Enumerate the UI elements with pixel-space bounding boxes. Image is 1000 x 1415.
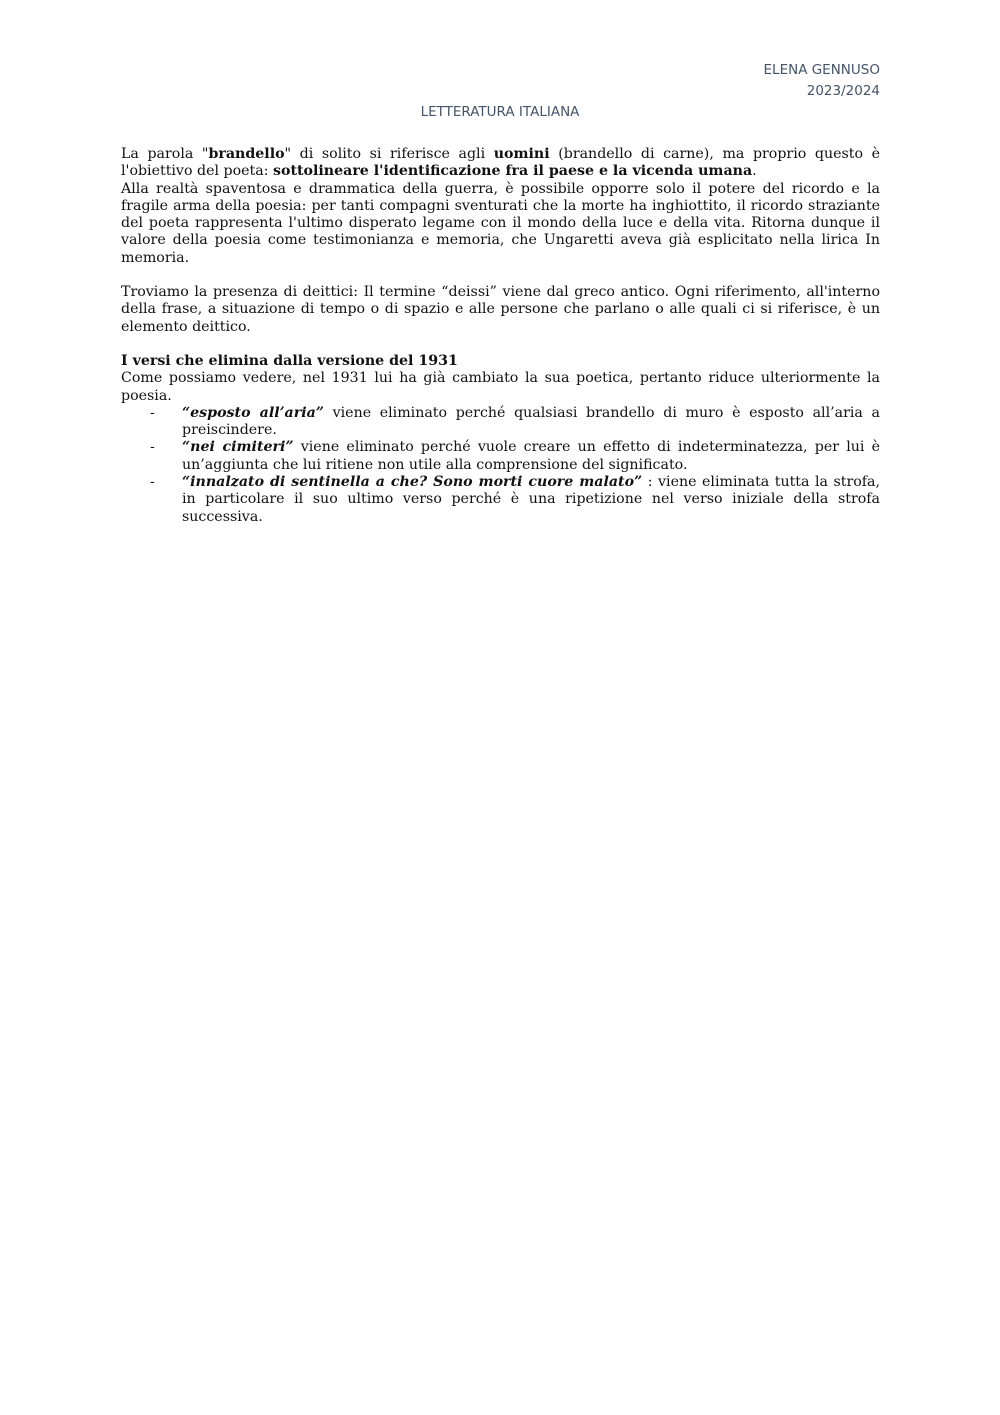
author-name: ELENA GENNUSO [763, 62, 880, 78]
bold-term-uomini: uomini [493, 146, 550, 162]
paragraph-spacer [121, 336, 880, 353]
bold-term-brandello: brandello [208, 146, 285, 162]
section-heading: I versi che elimina dalla versione del 1931 [121, 352, 458, 369]
list-dash: - [150, 404, 155, 421]
document-body [121, 146, 880, 526]
verse-quote: “nei cimiteri” [182, 439, 294, 456]
paragraph-deittici: Troviamo la presenza di deittici: Il termine “deissi” viene dal greco antico. Ogni riferimento, all'interno della frase, a situazione di tempo o di spazio e alle persone che parlano o alle quali ci si riferisce, è un elemento deittico. [121, 284, 880, 335]
subject-title: LETTERATURA ITALIANA [420, 104, 580, 120]
text-run: " di solito si riferisce agli [284, 146, 494, 162]
verse-quote: “esposto all’aria” [182, 404, 324, 421]
academic-year: 2023/2024 [806, 83, 880, 99]
verse-explanation: : viene eliminata tutta la strofa, in particolare il suo ultimo verso perché è una ripetizione nel verso iniziale della strofa successiva. [182, 474, 880, 525]
header-info [764, 60, 880, 102]
removed-verses-list [121, 405, 880, 526]
text-run: La parola " [121, 146, 209, 162]
section-intro: Come possiamo vedere, nel 1931 lui ha già cambiato la sua poetica, pertanto riduce ulteriormente la poesia. [121, 370, 880, 404]
bold-phrase-identificazione: sottolineare l'identificazione fra il paese e la vicenda umana [273, 163, 753, 180]
paragraph-spacer [121, 267, 880, 284]
paragraph-realta-guerra: Alla realtà spaventosa e drammatica della guerra, è possibile opporre solo il potere del ricordo e la fragile arma della poesia: per tanti compagni sventurati che la morte ha inghiottito, il ricordo straziante del poeta rappresenta l'ultimo disperato legame con il mondo della luce e della vita. Ritorna dunque il valore della poesia come testimonianza e memoria, che Ungaretti aveva già esplicitato nella lirica In memoria. [121, 180, 880, 266]
list-item [121, 439, 880, 474]
list-dash: - [150, 439, 155, 456]
paragraph-brandello [121, 146, 880, 181]
verse-quote: “innalzato di sentinella a che? Sono morti cuore malato” [182, 474, 643, 491]
list-item [121, 474, 880, 526]
verse-explanation: viene eliminato perché qualsiasi brandello di muro è esposto all’aria a preiscindere. [182, 404, 880, 439]
verse-explanation: viene eliminato perché vuole creare un effetto di indeterminatezza, per lui è un’aggiunta che lui ritiene non utile alla comprensione del significato. [182, 439, 880, 473]
text-run: . [752, 163, 757, 180]
text-run: (brandello di carne), ma proprio questo è l'obiettivo del poeta: [121, 146, 881, 180]
list-dash: - [150, 474, 155, 491]
list-item [121, 405, 880, 440]
